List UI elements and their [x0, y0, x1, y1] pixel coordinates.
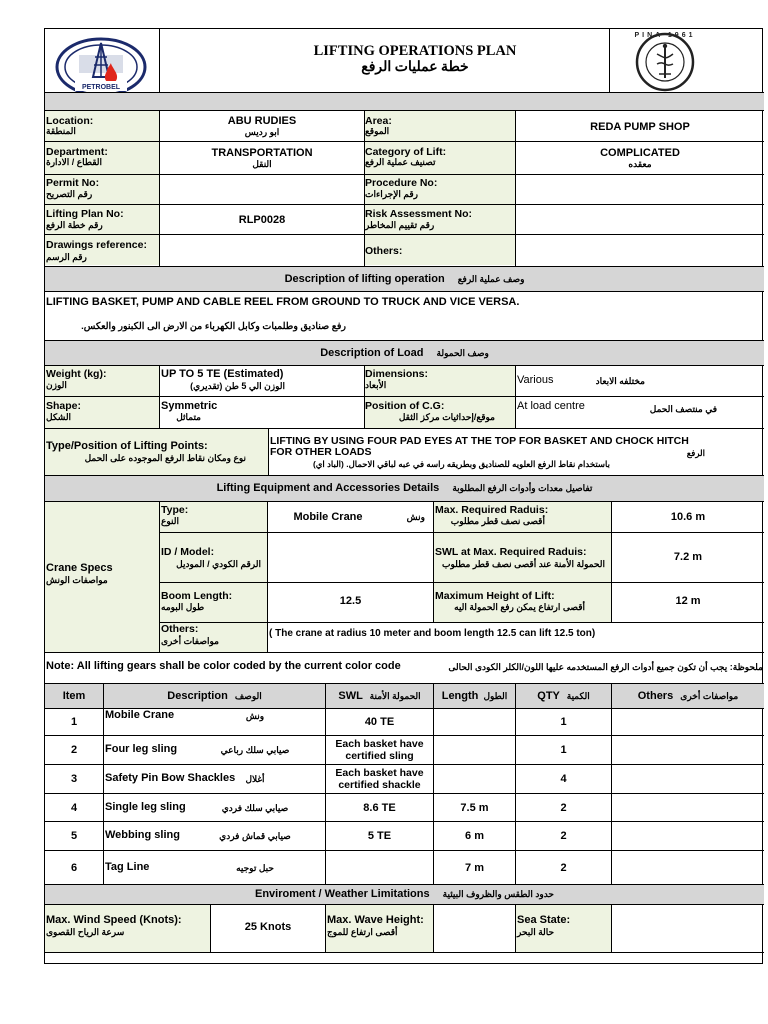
crane-others-value: ( The crane at radius 10 meter and boom length 12.5 can lift 12.5 ton) — [269, 628, 596, 639]
crane-type-value-arabic: ونش — [406, 512, 425, 522]
lifting-plan-label: Lifting Plan No: — [46, 208, 124, 220]
max-radius-value: 10.6 m — [670, 511, 706, 523]
swl-max-radius-label-arabic: الحمولة الأمنة عند أقصى نصف قطر مطلوب — [442, 559, 605, 569]
weight-value: UP TO 5 TE (Estimated) — [161, 368, 284, 380]
shape-value: Symmetric — [161, 400, 218, 412]
boom-length-label-arabic: طول البومه — [161, 602, 205, 612]
col-description-header: Description الوصف — [167, 690, 262, 702]
petrobel-logo-text: PETROBEL — [81, 84, 121, 91]
col-qty-header: QTY الكمية — [537, 690, 590, 702]
gear-item-number: 4 — [70, 801, 78, 814]
weight-value-arabic: الوزن الي 5 طن (تقديري) — [190, 381, 285, 391]
gear-description: Tag Line — [105, 860, 150, 873]
gear-item-number: 6 — [70, 861, 78, 874]
max-height-value: 12 m — [675, 595, 701, 607]
gear-swl-line2: certified shackle — [338, 779, 421, 791]
crane-others-label: Others: — [161, 623, 199, 635]
operation-text-arabic: رفع صناديق وطلمبات وكابل الكهرباء من الارض الى الكبنور والعكس. — [81, 321, 346, 332]
dimensions-label-arabic: الأبعاد — [365, 380, 387, 390]
gear-swl: 5 TE — [367, 830, 392, 842]
procedure-label-arabic: رقم الإجراءات — [365, 189, 419, 199]
category-label-arabic: تصنيف عملية الرفع — [365, 157, 436, 167]
equipment-heading: Lifting Equipment and Accessories Details تفاصيل معدات وأدوات الرفع المطلوبة — [216, 482, 593, 494]
crane-id-label: ID / Model: — [161, 546, 215, 558]
dimensions-label: Dimensions: — [365, 368, 429, 380]
boom-length-label: Boom Length: — [161, 590, 233, 602]
category-label: Category of Lift: — [365, 146, 447, 158]
wind-speed-value: 25 Knots — [244, 921, 292, 933]
gear-swl: Each basket have — [335, 767, 424, 779]
lifting-points-label-arabic: نوع ومكان نقاط الرفع الموجوده على الحمل — [84, 453, 246, 463]
gear-description-arabic: صيابي قماش فردي — [219, 831, 291, 841]
col-others-header: Others مواصفات أخرى — [637, 690, 739, 702]
others-label: Others: — [365, 245, 403, 257]
max-radius-label: Max. Required Raduis: — [435, 504, 549, 516]
gear-item-number: 2 — [70, 744, 78, 756]
gear-item-number: 1 — [70, 716, 78, 728]
boom-length-value: 12.5 — [339, 595, 362, 607]
shape-label: Shape: — [46, 400, 82, 412]
permit-label: Permit No: — [46, 177, 100, 189]
weight-label-arabic: الوزن — [46, 380, 67, 390]
table-row-divider — [45, 735, 764, 736]
gear-length: 7 m — [465, 861, 484, 874]
crane-type-label-arabic: النوع — [161, 516, 179, 526]
risk-assessment-label-arabic: رقم تقييم المخاطر — [365, 220, 435, 230]
color-code-note: Note: All lifting gears shall be color coded by the current color code — [46, 660, 401, 672]
crane-specs-label: Crane Specs — [46, 562, 113, 574]
lifting-points-label: Type/Position of Lifting Points: — [46, 440, 208, 452]
procedure-label: Procedure No: — [365, 177, 438, 189]
crane-others-label-arabic: مواصفات أخرى — [161, 636, 219, 646]
drawings-label-arabic: رقم الرسم — [46, 252, 87, 262]
sea-state-label-arabic: حالة البحر — [517, 927, 555, 937]
gear-swl: Each basket have — [335, 738, 424, 750]
table-row-divider — [45, 793, 764, 794]
gear-swl-line2: certified sling — [345, 750, 414, 762]
dimensions-value-arabic: مختلفه الابعاد — [595, 376, 645, 386]
swl-max-radius-label: SWL at Max. Required Raduis: — [435, 546, 587, 558]
permit-label-arabic: رقم التصريح — [46, 189, 93, 199]
operation-heading: Description of lifting operation وصف عملية الرفع — [284, 273, 525, 285]
gear-item-number: 5 — [70, 830, 78, 842]
cg-value-arabic: في منتصف الحمل — [649, 404, 717, 414]
crane-id-label-arabic: الرقم الكودي / الموديل — [176, 559, 261, 569]
area-label: Area: — [365, 115, 392, 127]
lifting-points-value-arabic: باستخدام نقاط الرفع العلويه للصناديق وبطريقه راسه في عبه لباقي الاحمال. (الباد اي) — [312, 459, 610, 469]
pina-seal-text: PINA 1961 — [634, 32, 696, 39]
gear-qty: 4 — [560, 773, 567, 785]
lifting-plan-value: RLP0028 — [238, 214, 286, 226]
cg-label-arabic: موقع/إحداثيات مركز الثقل — [398, 412, 495, 422]
lifting-points-value-line1: LIFTING BY USING FOUR PAD EYES AT THE TOP FOR BASKET AND CHOCK HITCH — [270, 435, 689, 447]
gear-length: 7.5 m — [460, 801, 489, 814]
lifting-points-value-line2: FOR OTHER LOADS — [270, 446, 372, 458]
gear-item-number: 3 — [70, 773, 78, 785]
gear-qty: 2 — [560, 830, 567, 842]
cg-label: Position of C.G: — [365, 400, 445, 412]
risk-assessment-label: Risk Assessment No: — [365, 208, 472, 220]
department-value: TRANSPORTATION — [211, 147, 313, 159]
gear-description: Webbing sling — [105, 829, 180, 841]
pina-seal-logo — [615, 32, 715, 92]
wave-height-label: Max. Wave Height: — [327, 914, 424, 926]
category-value-arabic: معقده — [628, 159, 652, 169]
form-title-arabic: خطة عمليات الرفع — [361, 60, 469, 75]
gear-description: Four leg sling — [105, 743, 178, 755]
gear-description-arabic: ونش — [245, 711, 265, 721]
shape-label-arabic: الشكل — [46, 412, 72, 422]
form-title: LIFTING OPERATIONS PLAN — [313, 43, 517, 59]
col-item-header: Item — [62, 690, 86, 702]
gear-description-arabic: صيابي سلك رباعي — [220, 745, 290, 755]
gear-qty: 2 — [560, 801, 567, 814]
cg-value: At load centre — [517, 400, 585, 412]
col-length-header: Length الطول — [441, 690, 508, 702]
gear-description: Safety Pin Bow Shackles — [105, 772, 236, 784]
wind-speed-label: Max. Wind Speed (Knots): — [46, 914, 182, 926]
drawings-label: Drawings reference: — [46, 239, 147, 251]
location-label: Location: — [46, 115, 94, 127]
gear-swl: 40 TE — [364, 716, 395, 728]
max-height-label-arabic: أقصى ارتفاع يمكن رفع الحمولة اليه — [454, 602, 585, 612]
dimensions-value: Various — [517, 374, 554, 386]
color-code-note-arabic: ملحوظة: يجب أن تكون جميع أدوات الرفع المستخدمه عليها اللون/الكلر الكودى الحالى — [448, 662, 763, 672]
department-value-arabic: النقل — [252, 159, 272, 169]
table-row-divider — [45, 850, 764, 851]
operation-text: LIFTING BASKET, PUMP AND CABLE REEL FROM GROUND TO TRUCK AND VICE VERSA. — [46, 296, 520, 308]
gear-swl: 8.6 TE — [363, 801, 396, 814]
lifting-points-value-arabic-2: الرفع — [686, 448, 705, 458]
lifting-plan-form — [44, 28, 763, 964]
max-height-label: Maximum Height of Lift: — [435, 590, 555, 602]
shape-value-arabic: متماثل — [176, 412, 201, 422]
petrobel-logo — [55, 37, 147, 97]
area-label-arabic: الموقع — [365, 126, 390, 136]
wave-height-label-arabic: أقصى ارتفاع للموج — [327, 927, 398, 937]
crane-type-label: Type: — [161, 504, 189, 516]
category-value: COMPLICATED — [600, 147, 680, 159]
environment-heading: Enviroment / Weather Limitations حدود الطقس والظروف البيئية — [254, 888, 554, 900]
sea-state-label: Sea State: — [517, 914, 571, 926]
gear-qty: 2 — [560, 861, 567, 874]
department-label: Department: — [46, 146, 108, 158]
location-label-arabic: المنطقة — [46, 126, 76, 136]
gear-description: Single leg sling — [105, 800, 186, 813]
location-value-arabic: ابو رديس — [244, 127, 280, 137]
table-row-divider — [45, 764, 764, 765]
gear-description: Mobile Crane — [105, 709, 175, 721]
max-radius-label-arabic: أقصى نصف قطر مطلوب — [450, 516, 545, 526]
crane-specs-label-arabic: مواصفات الونش — [46, 575, 108, 585]
gear-qty: 1 — [560, 716, 567, 728]
lifting-plan-label-arabic: رقم خطة الرفع — [46, 220, 103, 230]
department-label-arabic: القطاع / الادارة — [46, 157, 102, 167]
crane-type-value: Mobile Crane — [293, 511, 363, 523]
gear-length: 6 m — [465, 830, 484, 842]
gear-qty: 1 — [560, 744, 567, 756]
wind-speed-label-arabic: سرعة الرياح القصوى — [46, 927, 125, 937]
gear-description-arabic: حبل توجيه — [236, 862, 274, 873]
gear-description-arabic: أغلال — [245, 774, 265, 784]
weight-label: Weight (kg): — [46, 368, 107, 380]
table-row-divider — [45, 821, 764, 822]
swl-max-radius-value: 7.2 m — [673, 551, 703, 563]
col-swl-header: SWL الحمولة الأمنة — [338, 690, 421, 702]
load-heading: Description of Load وصف الحمولة — [320, 347, 489, 359]
gear-description-arabic: صيابي سلك فردي — [221, 802, 289, 813]
area-value: REDA PUMP SHOP — [590, 121, 690, 133]
location-value: ABU RUDIES — [227, 115, 297, 127]
